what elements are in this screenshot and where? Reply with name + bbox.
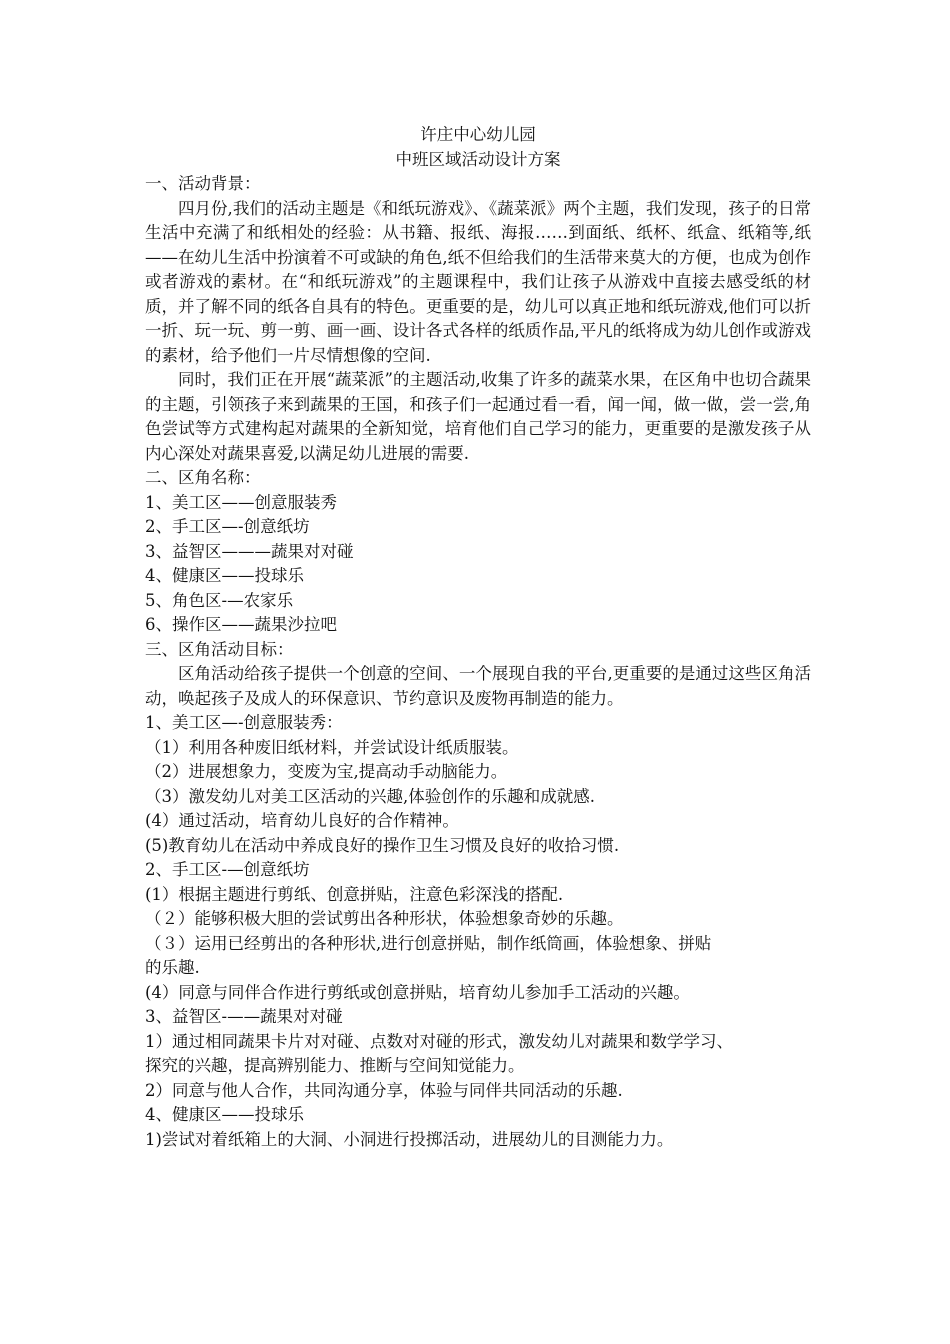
section-heading-goals: 三、区角活动目标： [145, 639, 294, 659]
background-paragraph-1: 四月份,我们的活动主题是《和纸玩游戏》、《蔬菜派》两个主题，我们发现，孩子的日常生活中充满了和纸相处的经验：从书籍、报纸、海报……到面纸、纸杯、纸盒、纸箱等,纸——在幼儿生活中扮演着不可或缺的角色,纸不但给我们的生活带来莫大的方便，也成为创作或者游戏的素材。在“和纸玩游戏”的主题课程中，我们让孩子从游戏中直接去感受纸的材质，并了解不同的纸各自具有的特色。更重要的是，幼儿可以真正地和纸玩游戏,他们可以折一折、玩一玩、剪一剪、画一画、设计各式各样的纸质作品,平凡的纸将成为幼儿创作或游戏的素材，给予他们一片尽情想像的空间. [145, 198, 811, 365]
goal-line: 4、健康区——投球乐 [145, 1105, 304, 1124]
section-heading-area-names: 二、区角名称： [145, 468, 261, 487]
goal-line: (1）根据主题进行剪纸、创意拼贴，注意色彩深浅的搭配. [145, 884, 564, 904]
goal-line: （3）激发幼儿对美工区活动的兴趣,体验创作的乐趣和成就感. [145, 786, 595, 806]
goal-line: 2）同意与他人合作，共同沟通分享，体验与同伴共同活动的乐趣. [145, 1080, 623, 1100]
goal-line: 1、美工区—-创意服装秀： [145, 713, 343, 732]
goals-intro-paragraph: 区角活动给孩子提供一个创意的空间、一个展现自我的平台,更重要的是通过这些区角活动，唤起孩子及成人的环保意识、节约意识及废物再制造的能力。 [145, 664, 811, 708]
goal-line: （2）进展想象力，变废为宝,提高动手动脑能力。 [145, 762, 508, 781]
area-name-item: 2、手工区—-创意纸坊 [145, 517, 310, 536]
area-name-item: 6、操作区——蔬果沙拉吧 [145, 615, 337, 634]
goal-line: 2、手工区-—创意纸坊 [145, 860, 310, 879]
area-name-item: 3、益智区———蔬果对对碰 [145, 541, 354, 561]
document-page [145, 123, 811, 1152]
goal-line: 探究的兴趣，提高辨别能力、推断与空间知觉能力。 [145, 1056, 525, 1075]
goal-line: 的乐趣. [145, 958, 200, 977]
goal-line: （1）利用各种废旧纸材料，并尝试设计纸质服装。 [145, 737, 519, 757]
goal-line: (5)教育幼儿在活动中养成良好的操作卫生习惯及良好的收拾习惯. [145, 835, 620, 855]
goal-line: （３）运用已经剪出的各种形状,进行创意拼贴，制作纸筒画，体验想象、拼贴 [145, 933, 712, 953]
org-name: 许庄中心幼儿园 [420, 125, 536, 144]
goal-line: (4）同意与同伴合作进行剪纸或创意拼贴，培育幼儿参加手工活动的兴趣。 [145, 982, 690, 1002]
document-title: 中班区域活动设计方案 [395, 149, 561, 169]
goal-line: 1）通过相同蔬果卡片对对碰、点数对对碰的形式，激发幼儿对蔬果和数学学习、 [145, 1031, 733, 1051]
goal-line: 1)尝试对着纸箱上的大洞、小洞进行投掷活动，进展幼儿的目测能力力。 [145, 1129, 674, 1149]
section-heading-background: 一、活动背景： [145, 174, 261, 193]
area-name-item: 1、美工区——创意服装秀 [145, 492, 337, 512]
goal-line: 3、益智区-——蔬果对对碰 [145, 1007, 343, 1026]
area-name-item: 4、健康区——投球乐 [145, 566, 304, 585]
background-paragraph-2: 同时，我们正在开展“蔬菜派”的主题活动,收集了许多的蔬菜水果，在区角中也切合蔬果的主题，引领孩子来到蔬果的王国，和孩子们一起通过看一看，闻一闻，做一做，尝一尝,角色尝试等方式建构起对蔬果的全新知觉，培育他们自己学习的能力，更重要的是激发孩子从内心深处对蔬果喜爱,以满足幼儿进展的需要. [145, 370, 811, 463]
area-name-item: 5、角色区-—农家乐 [145, 590, 294, 610]
goal-line: （２）能够积极大胆的尝试剪出各种形状，体验想象奇妙的乐趣。 [145, 909, 624, 928]
goal-line: (4）通过活动，培育幼儿良好的合作精神。 [145, 811, 459, 830]
